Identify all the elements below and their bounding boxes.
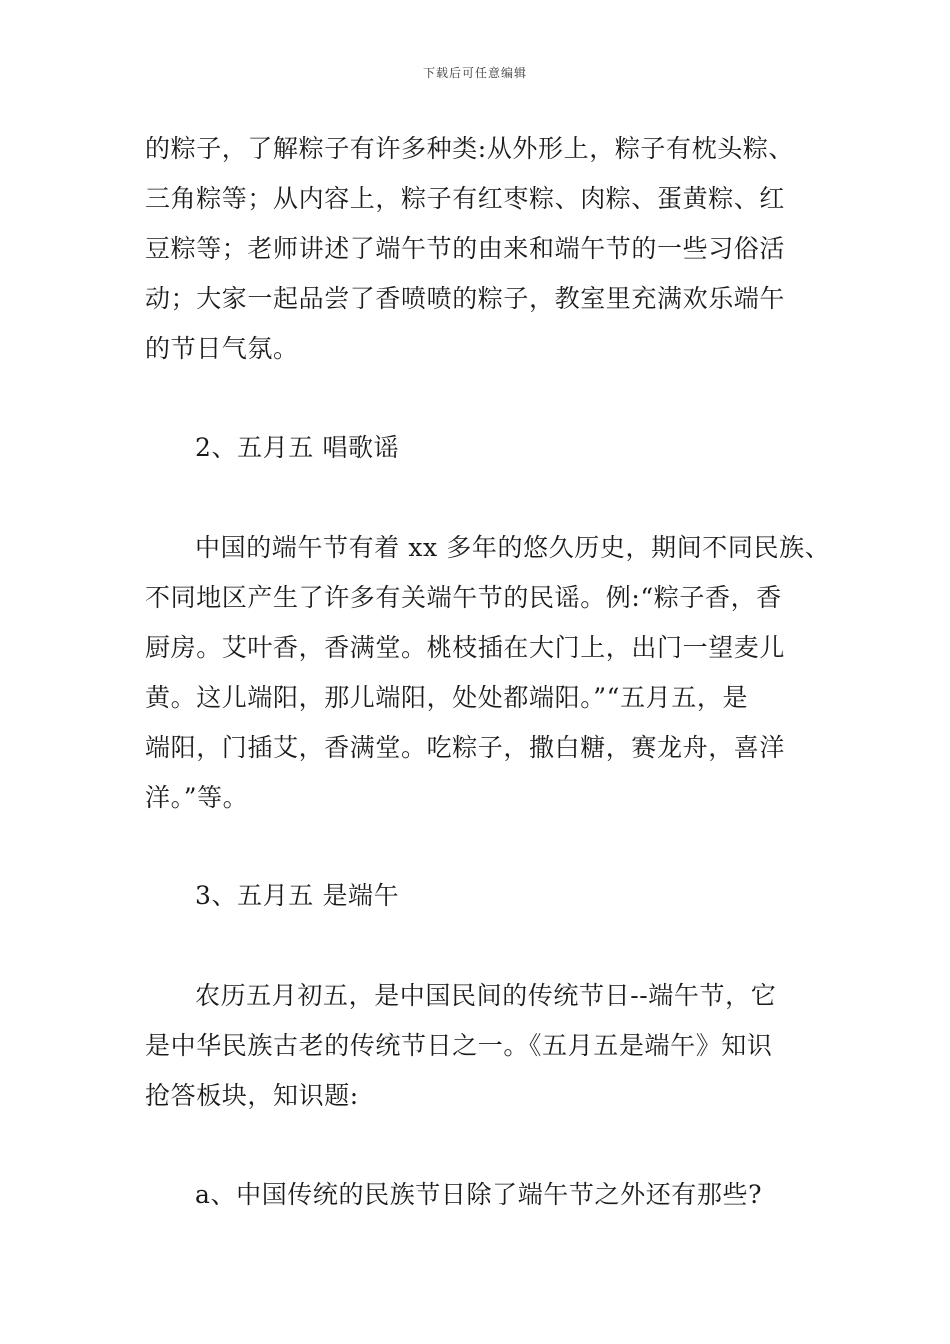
paragraph-1-line-1: 的粽子，了解粽子有许多种类:从外形上，粽子有枕头粽、 <box>145 134 795 163</box>
section-heading-2: 2、五月五 唱歌谣 <box>195 433 400 462</box>
section-heading-3: 3、五月五 是端午 <box>195 881 400 910</box>
paragraph-3-line-2: 是中华民族古老的传统节日之一。《五月五是端午》知识 <box>145 1031 773 1060</box>
paragraph-2-line-1: 中国的端午节有着 xx 多年的悠久历史，期间不同民族、 <box>195 533 831 562</box>
paragraph-2-line-5: 端阳，门插艾，香满堂。吃粽子，撒白糖，赛龙舟，喜洋 <box>145 733 786 762</box>
paragraph-3-line-1: 农历五月初五，是中国民间的传统节日--端午节，它 <box>195 981 777 1010</box>
paragraph-1-line-4: 动；大家一起品尝了香喷喷的粽子，教室里充满欢乐端午 <box>145 284 786 313</box>
page-header: 下载后可任意编辑 <box>422 66 527 80</box>
paragraph-2-line-3: 厨房。艾叶香，香满堂。桃枝插在大门上，出门一望麦儿 <box>145 633 786 662</box>
question-a: a、中国传统的民族节日除了端午节之外还有那些? <box>195 1180 763 1209</box>
paragraph-1-line-5: 的节日气氛。 <box>145 334 299 363</box>
paragraph-1-line-2: 三角粽等；从内容上，粽子有红枣粽、肉粽、蛋黄粽、红 <box>145 184 786 213</box>
paragraph-3-line-3: 抢答板块，知识题: <box>145 1081 359 1110</box>
paragraph-2-line-6: 洋。”等。 <box>145 783 249 812</box>
paragraph-2-line-4: 黄。这儿端阳，那儿端阳，处处都端阳。”“五月五，是 <box>145 683 749 712</box>
paragraph-1-line-3: 豆粽等；老师讲述了端午节的由来和端午节的一些习俗活 <box>145 234 786 263</box>
paragraph-2-line-2: 不同地区产生了许多有关端午节的民谣。例:“粽子香，香 <box>145 583 782 612</box>
